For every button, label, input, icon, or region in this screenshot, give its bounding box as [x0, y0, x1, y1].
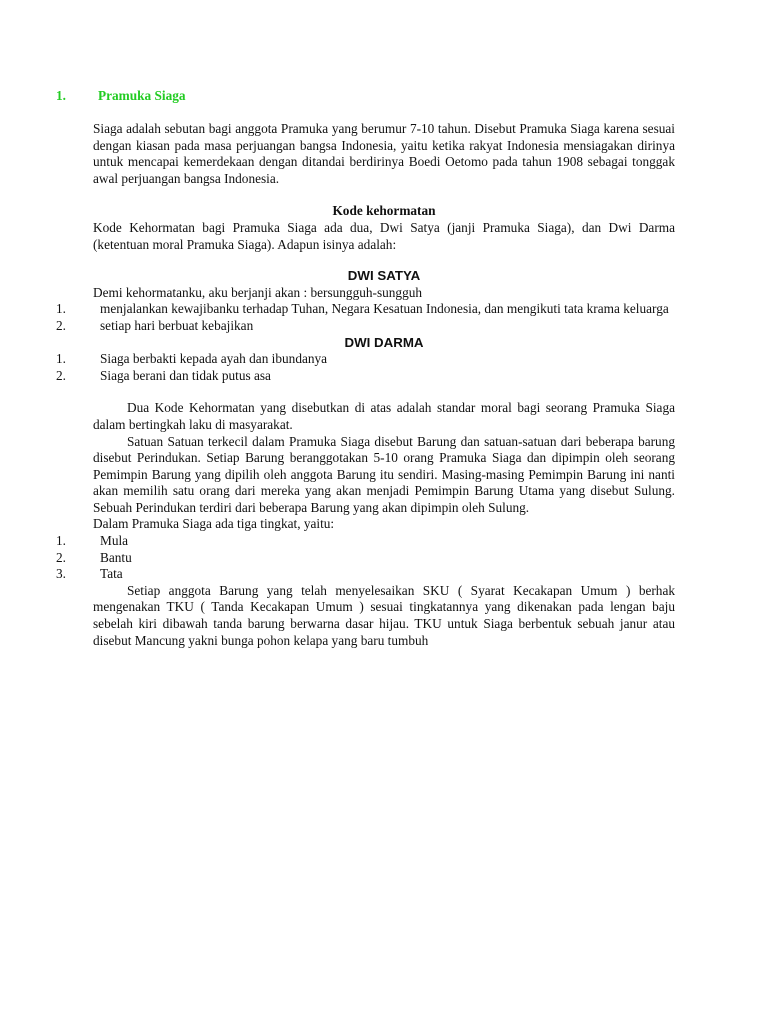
list-number: 2. [56, 549, 66, 565]
list-text: menjalankan kewajibanku terhadap Tuhan, Negara Kesatuan Indonesia, dan mengikuti tata krama keluarga [100, 301, 669, 317]
tingkat-intro: Dalam Pramuka Siaga ada tiga tingkat, yaitu: [93, 516, 335, 532]
list-number: 1. [56, 351, 66, 367]
list-number: 1. [56, 301, 66, 317]
list-item [56, 566, 675, 583]
list-item [56, 317, 675, 335]
list-item [56, 367, 675, 385]
list-item [56, 549, 675, 567]
list-number: 3. [56, 566, 66, 582]
list-item [56, 351, 675, 368]
section-title: Pramuka Siaga [98, 88, 186, 103]
section-number: 1. [56, 88, 66, 103]
list-text: Bantu [100, 549, 132, 565]
list-number: 1. [56, 533, 66, 549]
document-body [56, 121, 675, 649]
satuan-paragraph: Satuan Satuan terkecil dalam Pramuka Siaga disebut Barung dan satuan-satuan dari beberapa barung disebut Perindukan. Setiap Barung beranggotakan 5-10 orang Pramuka Siaga dan dipimpin oleh seorang Pemimpin Barung yang dipilih oleh anggota Barung itu sendiri. Masing-masing Pemimpin Barung ini nanti akan memilih satu orang dari mereka yang akan menjadi Pemimpin Barung Utama yang disebut Sulung. Sebuah Perindukan terdiri dari beberapa Barung yang akan dipimpin oleh Sulung. [93, 433, 675, 515]
kode-kehormatan-title: Kode kehormatan [332, 203, 436, 219]
list-text: Siaga berbakti kepada ayah dan ibundanya [100, 351, 328, 367]
dwi-satya-title: DWI SATYA [347, 268, 421, 284]
list-text: Siaga berani dan tidak putus asa [100, 367, 271, 383]
list-item [56, 533, 675, 550]
list-number: 2. [56, 367, 66, 383]
dwi-satya-intro: Demi kehormatanku, aku berjanji akan : bersungguh-sungguh [93, 284, 423, 300]
list-text: Mula [100, 533, 129, 549]
dwi-darma-title: DWI DARMA [344, 334, 424, 350]
intro-paragraph: Siaga adalah sebutan bagi anggota Pramuka yang berumur 7-10 tahun. Disebut Pramuka Siaga karena sesuai dengan kiasan pada masa perjuangan bangsa Indonesia, yaitu ketika rakyat Indonesia mensiagakan dirinya untuk mencapai kemerdekaan dengan ditandai berdirinya Boedi Oetomo pada tahun 1908 sebagai tonggak awal perjuangan bangsa Indonesia. [93, 121, 675, 186]
dwi-darma-list [56, 351, 675, 384]
list-text: setiap hari berbuat kebajikan [100, 317, 254, 333]
dwi-satya-list [56, 301, 675, 334]
kode-kehormatan-text: Kode Kehormatan bagi Pramuka Siaga ada dua, Dwi Satya (janji Pramuka Siaga), dan Dwi Darma (ketentuan moral Pramuka Siaga). Adapun isinya adalah: [93, 219, 675, 252]
sku-paragraph: Setiap anggota Barung yang telah menyelesaikan SKU ( Syarat Kecakapan Umum ) berhak mengenakan TKU ( Tanda Kecakapan Umum ) sesuai tingkatannya yang dikenakan pada lengan baju sebelah kiri dibawah tanda barung berwarna dasar hijau. TKU untuk Siaga berbentuk sebuah janur atau disebut Mancung yakni bunga pohon kelapa yang baru tumbuh [93, 582, 675, 648]
list-number: 2. [56, 317, 66, 333]
list-text: Tata [100, 566, 123, 582]
standar-moral-paragraph: Dua Kode Kehormatan yang disebutkan di atas adalah standar moral bagi seorang Pramuka Siaga dalam bertingkah laku di masyarakat. [93, 400, 675, 432]
list-item [56, 301, 675, 318]
section-heading [56, 88, 186, 105]
tingkat-list [56, 533, 675, 583]
